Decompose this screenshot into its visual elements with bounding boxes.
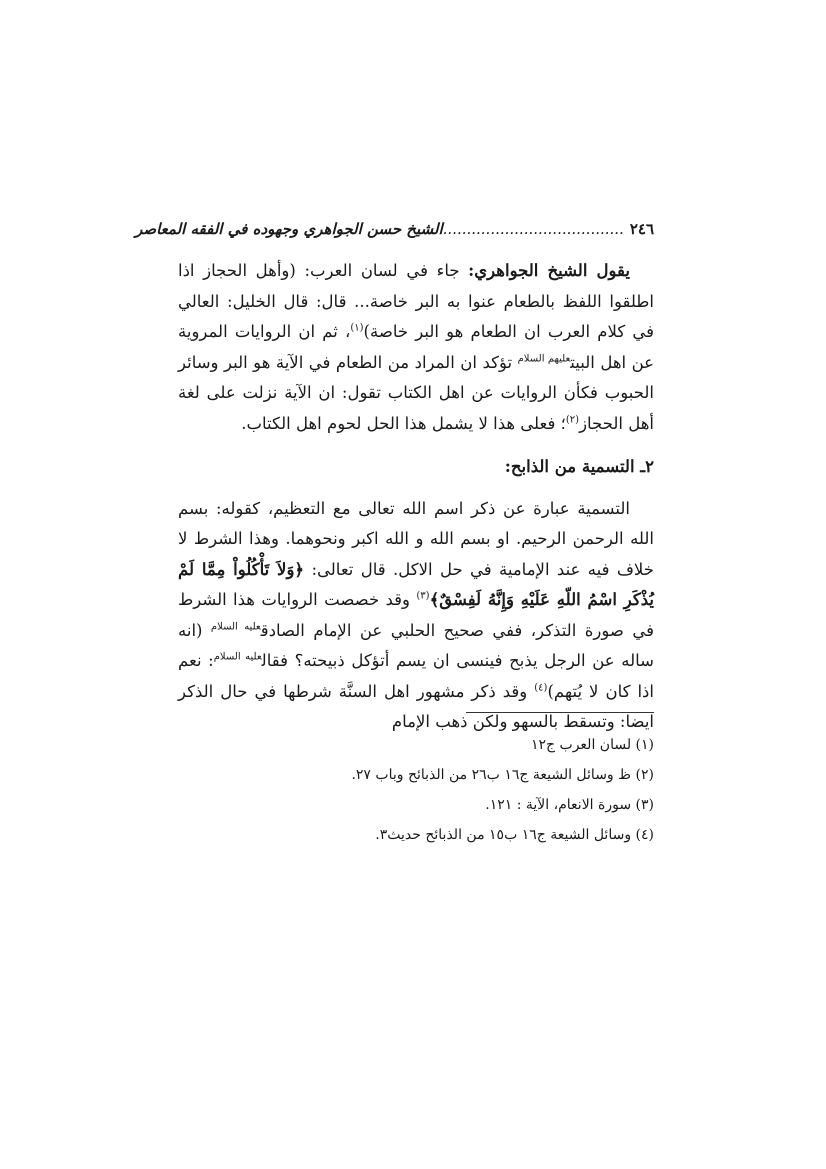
- paragraph-lead: يقول الشيخ الجواهري:: [468, 261, 630, 280]
- paragraph-text: تؤكد ان المراد من الطعام في الآية هو البر وسائر الحبوب فكأن الروايات عن اهل الكتاب تقول: ان الآية نزلت على لغة أهل الحجاز: [178, 352, 654, 433]
- footnote-ref-1: (١): [350, 322, 364, 334]
- footnotes: [178, 730, 654, 850]
- main-text: [178, 256, 654, 738]
- section-heading: ٢ـ التسمية من الذابح:: [504, 457, 654, 476]
- paragraph-text: وقد ذكر مشهور اهل السنَّة شرطها في حال الذكر ايضا: وتسقط بالسهو ولكن ذهب الإمام: [178, 681, 654, 731]
- paragraph-text: التسمية عبارة عن ذكر اسم الله تعالى مع التعظيم، كقوله: بسم الله الرحمن الرحيم. او بسم الله و الله اكبر ونحوهما. وهذا الشرط لا خلاف فيه عند الإمامية في حل الاكل. قال تعالى:: [178, 498, 654, 579]
- footnote-4: (٤) وسائل الشيعة ج١٦ ب١٥ من الذبائح حديث٣.: [375, 827, 654, 843]
- footnote-3: (٣) سورة الانعام، الآية : ١٢١.: [485, 797, 654, 813]
- running-title: الشيخ حسن الجواهري وجهوده في الفقه المعاصر: [135, 220, 443, 238]
- paragraph-text: ، ثم ان الروايات المروية عن اهل البيت: [178, 322, 654, 372]
- paragraph-2: [178, 494, 654, 738]
- paragraph-text: وقد خصصت الروايات هذا الشرط في صورة التذكر، ففي صحيح الحلبي عن الإمام الصادق: [178, 590, 654, 640]
- footnote-2: (٢) ظ وسائل الشيعة ج١٦ ب٢٦ من الذبائح وباب ٢٧.: [351, 767, 654, 783]
- salutation-mark: عليه السلام: [210, 621, 261, 632]
- page-number: ٢٤٦: [629, 220, 654, 238]
- paragraph-text: جاء في لسان العرب: (وأهل الحجاز اذا اطلقوا اللفظ بالطعام عنوا به البر خاصة... قال: قال الخليل: العالي في كلام العرب ان الطعام هو البر خاصة): [178, 261, 654, 341]
- paragraph-text: : نعم اذا كان لا يُتهم): [178, 651, 654, 701]
- quran-verse: ﴿وَلاَ تَأْكُلُواْ مِمَّا لَمْ يُذْكَرِ اسْمُ اللّهِ عَلَيْهِ وَإِنَّهُ لَفِسْقٌ﴾: [178, 559, 654, 609]
- paragraph-text: ؛ فعلى هذا لا يشمل هذا الحل لحوم اهل الكتاب.: [241, 413, 566, 433]
- footnote-ref-4: (٤): [534, 682, 548, 693]
- footnote-ref-3: (٣): [416, 590, 430, 602]
- salutation-mark: عليه السلام: [213, 651, 262, 663]
- footnote-divider: [466, 712, 654, 713]
- footnote-ref-2: (٢): [565, 414, 580, 425]
- salutation-mark: عليهم السلام: [517, 353, 571, 364]
- header-leader-dots: ......................................: [442, 220, 624, 238]
- running-header: [135, 218, 654, 240]
- footnote-1: (١) لسان العرب ج١٢: [530, 737, 654, 753]
- paragraph-1: [178, 256, 654, 439]
- paragraph-text: (انه ساله عن الرجل يذبح فينسى ان يسم أتؤكل ذبيحته؟ فقال: [178, 620, 654, 670]
